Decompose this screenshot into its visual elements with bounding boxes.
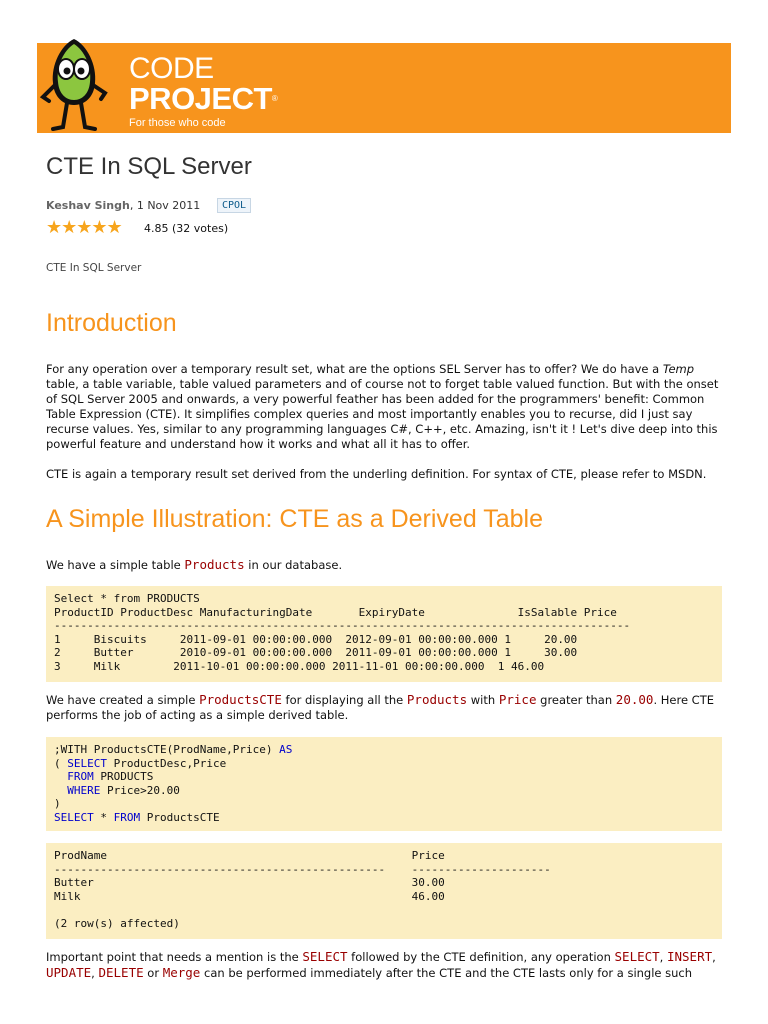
p4-text-5: . Here CTE performs the job of acting as a simple derived table. [46,693,714,722]
brand-line-code: CODE [129,52,214,85]
p5-text-3: or [143,966,163,980]
cte-keyword-from-2: FROM [113,810,141,824]
article-byline [46,199,200,212]
cte-line-6-source: ProductsCTE [140,810,220,824]
p4-keyword-value: 20.00 [615,692,654,707]
heading-simple-illustration: A Simple Illustration: CTE as a Derived Table [46,505,543,533]
cte-keyword-select-2: SELECT [54,810,94,824]
cte-keyword-where: WHERE [67,783,101,797]
heading-introduction: Introduction [46,309,177,337]
p4-text-1: We have created a simple [46,693,200,707]
code-block-result: ProdName Price -------------------------------------------------- --------------------- Butter 30.00 Milk 46.00 (2 row(s) affected) [46,843,722,939]
cte-keyword-select: SELECT [67,756,107,770]
cte-line-6-star: * [93,810,114,824]
p5-text-1: Important point that needs a mention is the [46,950,303,964]
license-badge[interactable]: CPOL [217,198,251,213]
p5-keyword-delete: DELETE [98,965,144,980]
brand-wordmark [129,52,278,130]
cte-definition-paragraph: CTE is again a temporary result set derived from the underling definition. For syntax of CTE, please refer to MSDN. [46,467,707,481]
cte-keyword-as: AS [279,743,293,756]
cte-line-2-columns: ProductDesc,Price [107,756,227,770]
p5-sep-3: , [91,966,99,980]
p5-sep-1: , [659,950,667,964]
p5-keyword-insert: INSERT [666,949,713,964]
codeproject-mascot-logo [39,35,109,135]
cte-line-4-condition: Price>20.00 [100,783,180,797]
cte-line-4-indent [54,784,67,797]
p3-keyword-products: Products [184,557,245,572]
author-link[interactable]: Keshav Singh [46,199,130,212]
cte-line-3-table: PRODUCTS [93,770,154,783]
p5-keyword-select-2: SELECT [614,949,660,964]
brand-project-text: PROJECT [129,81,272,116]
intro-paragraph [46,362,722,452]
cte-line-5: ) [54,797,61,810]
p3-text-2: in our database. [244,558,343,572]
cte-keyword-from: FROM [67,770,94,783]
rating-score: 4.85 (32 votes) [144,222,229,235]
article-summary: CTE In SQL Server [46,262,142,274]
p3-text-1: We have a simple table [46,558,185,572]
brand-line-project [129,83,277,115]
intro-text-part-2: table, a table variable, table valued parameters and of course not to forget table valued function. But with the onset of SQL Server 2005 and onwards, a very powerful feather has been added for the programmers' benefit: Common Table Expression (CTE). It simplifies complex queries and most importantly enables you to recurse, did I just say recurse values. Yes, similar to any programming languages C#, C++, etc. Amazing, isn't it ! Let's dive deep into this powerful feature and understand how it works and what all it has to offer. [46,377,719,451]
trademark-symbol: ® [271,94,278,103]
p4-text-3: with [467,693,499,707]
article-date: , 1 Nov 2011 [129,199,201,212]
article-title: CTE In SQL Server [46,153,252,180]
codeproject-banner[interactable] [37,43,731,133]
code-block-cte-query [46,737,722,831]
important-point-paragraph [46,949,722,981]
rating-stars[interactable]: ★★★★★ [46,217,122,238]
p4-text-4: greater than [536,693,616,707]
p5-keyword-merge: Merge [162,965,201,980]
code-block-products-table: Select * from PRODUCTS ProductID ProductDesc ManufacturingDate ExpiryDate IsSalable Price --------------------------------------------------------------------------------------- 1 Biscuits 2011-09-01 00:00:00.000 2012-09-01 00:00:00.000 1 20.00 2 Butter 2010-09-01 00:00:00.000 2011-09-01 00:00:00.000 1 30.00 3 Milk 2011-10-01 00:00:00.000 2011-11-01 00:00:00.000 1 46.00 [46,586,722,682]
p4-text-2: for displaying all the [281,693,407,707]
p4-keyword-products: Products [406,692,468,707]
p5-sep-2: , [712,950,716,964]
p4-keyword-price: Price [498,692,537,707]
cte-line-1: ;WITH ProductsCTE(ProdName,Price) [54,743,280,756]
cte-line-3-indent [54,770,67,783]
products-table-paragraph [46,557,722,573]
p5-keyword-update: UPDATE [46,965,92,980]
p4-keyword-productscte: ProductsCTE [199,692,282,707]
p5-keyword-select: SELECT [302,949,348,964]
productscte-paragraph [46,692,722,723]
p5-text-4: can be performed immediately after the CTE and the CTE lasts only for a single such [200,966,693,980]
intro-text-part-1: For any operation over a temporary result set, what are the options SEL Server has to offer? We do have a [46,362,663,376]
brand-tagline: For those who code [129,117,226,129]
p5-text-2: followed by the CTE definition, any operation [347,950,615,964]
intro-temp-emphasis: Temp [662,362,695,376]
cte-line-2-paren: ( [54,756,68,770]
